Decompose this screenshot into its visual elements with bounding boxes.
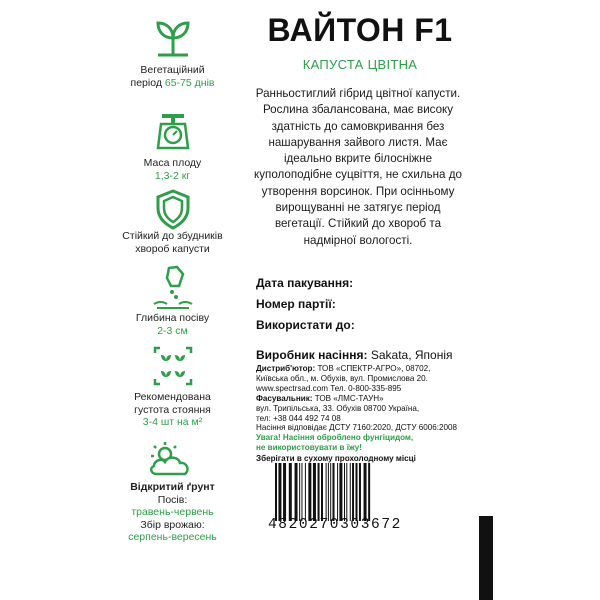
batch-label: Номер партії:: [256, 297, 336, 311]
barcode-bar: [359, 463, 361, 521]
barcode-bar: [346, 463, 347, 521]
barcode-bar: [301, 463, 302, 521]
distributor-line3: www.spectrsad.com Тел. 0-800-335-895: [256, 384, 402, 393]
barcode-bar: [278, 463, 281, 521]
barcode-bar: [337, 463, 338, 521]
shield-icon: [152, 188, 194, 230]
vegetation-label: Вегетаційний: [140, 64, 205, 76]
barcode-bar: [275, 463, 277, 521]
barcode-number: 4820270303672: [268, 517, 402, 533]
distributor-label: Дистриб'ютор:: [256, 364, 316, 373]
vegetation-label-line2: [100, 77, 245, 90]
seed-sowing-icon: [149, 264, 197, 310]
resistance-label: Стійкий до збудників: [122, 230, 223, 242]
sowing-value: травень-червень: [131, 506, 214, 518]
density-value: 3-4 шт на м²: [142, 416, 203, 428]
barcode-bar: [356, 463, 358, 521]
barcode-bar: [350, 463, 351, 521]
print-mark: [479, 516, 493, 600]
feature-depth: [100, 264, 245, 337]
feature-ground: [100, 440, 245, 544]
scale-icon: [152, 110, 194, 152]
warning-line2: не використовувати в їжу!: [256, 443, 362, 453]
feature-vegetation: [100, 14, 245, 89]
barcode-bar: [318, 463, 320, 521]
pack-date-label: Дата пакування:: [256, 276, 354, 290]
ground-label: Відкритий ґрунт: [130, 481, 215, 493]
barcode: [273, 463, 463, 521]
barcode-bar: [305, 463, 306, 521]
storage-text: Зберігати в сухому прохолодному місці: [256, 454, 416, 463]
barcode-bar: [344, 463, 345, 521]
use-by-label: Використати до:: [256, 318, 355, 332]
packer-text1: ТОВ «ЛМС-ТАУН»: [312, 394, 384, 403]
manufacturer-label: Виробник насіння:: [256, 348, 368, 362]
product-title: ВАЙТОН F1: [267, 12, 453, 48]
density-label-line2: густота стояння: [134, 403, 211, 416]
barcode-bar: [330, 463, 331, 521]
fungicide-warning: [256, 433, 471, 454]
barcode-bar: [308, 463, 311, 521]
packer-line2: вул. Трипільська, 33. Обухів 08700 Україна,: [256, 404, 420, 413]
vegetation-label2: період: [130, 76, 162, 89]
product-description: Ранньостиглий гібрид цвітної капусти. Рослина збалансована, має високу здатність до самовкривання без нашарування зайвого листя. Має ідеально вкрите білосніжне куполоподібне суцвіття, не схильна до утворення ворсинок. При осінньому вирощуванні не затягує період вегетації. Стійкий до хвороб та надмірної вологості.: [254, 87, 462, 247]
feature-resistance: [100, 188, 245, 255]
packer-label: Фасувальник:: [256, 394, 313, 403]
barcode-bar: [295, 463, 298, 521]
barcode-bar: [368, 463, 370, 521]
distributor-line2: Київська обл., м. Обухів, вул. Промислова 20.: [256, 374, 428, 383]
barcode-bar: [364, 463, 367, 521]
barcode-bar: [328, 463, 329, 521]
feature-mass: [100, 110, 245, 182]
packer-line1: [256, 394, 384, 404]
mass-label: Маса плоду: [143, 157, 202, 169]
sprout-icon: [150, 14, 196, 60]
resistance-label-line2: хвороб капусти: [135, 242, 210, 255]
sowing-label: Посів:: [157, 493, 188, 506]
feature-density: [100, 345, 245, 429]
manufacturer-value: Sakata, Японія: [367, 348, 453, 362]
barcode-bar: [339, 463, 342, 521]
standards-text: Насіння відповідає ДСТУ 7160:2020, ДСТУ 6006:2008: [256, 423, 457, 432]
density-label: Рекомендована: [134, 391, 211, 403]
barcode-bar: [289, 463, 292, 521]
manufacturer: [256, 348, 453, 362]
barcode-bar: [321, 463, 323, 521]
depth-value: 2-3 см: [157, 324, 188, 337]
depth-label: Глибина посіву: [135, 312, 210, 324]
harvest-value: серпень-вересень: [128, 531, 217, 543]
vegetation-value: 65-75 днів: [164, 76, 215, 89]
product-subtitle: КАПУСТА ЦВІТНА: [302, 57, 418, 72]
barcode-bar: [313, 463, 316, 521]
distributor-text1: ТОВ «СПЕКТР-АГРО», 08702,: [315, 364, 431, 373]
distributor-line1: [256, 364, 430, 374]
mass-value: 1,3-2 кг: [154, 169, 191, 182]
packer-line3: тел: +38 044 492 74 08: [256, 414, 341, 423]
plant-grid-icon: [152, 345, 194, 387]
warning-line1: Увага! Насіння оброблено фунгіцидом,: [256, 433, 414, 442]
barcode-bar: [352, 463, 354, 521]
barcode-bar: [283, 463, 286, 521]
barcode-bar: [333, 463, 335, 521]
barcode-bar: [326, 463, 327, 521]
harvest-label: Збір врожаю:: [140, 518, 205, 531]
sun-cloud-icon: [145, 440, 201, 480]
barcode-bar: [299, 463, 300, 521]
